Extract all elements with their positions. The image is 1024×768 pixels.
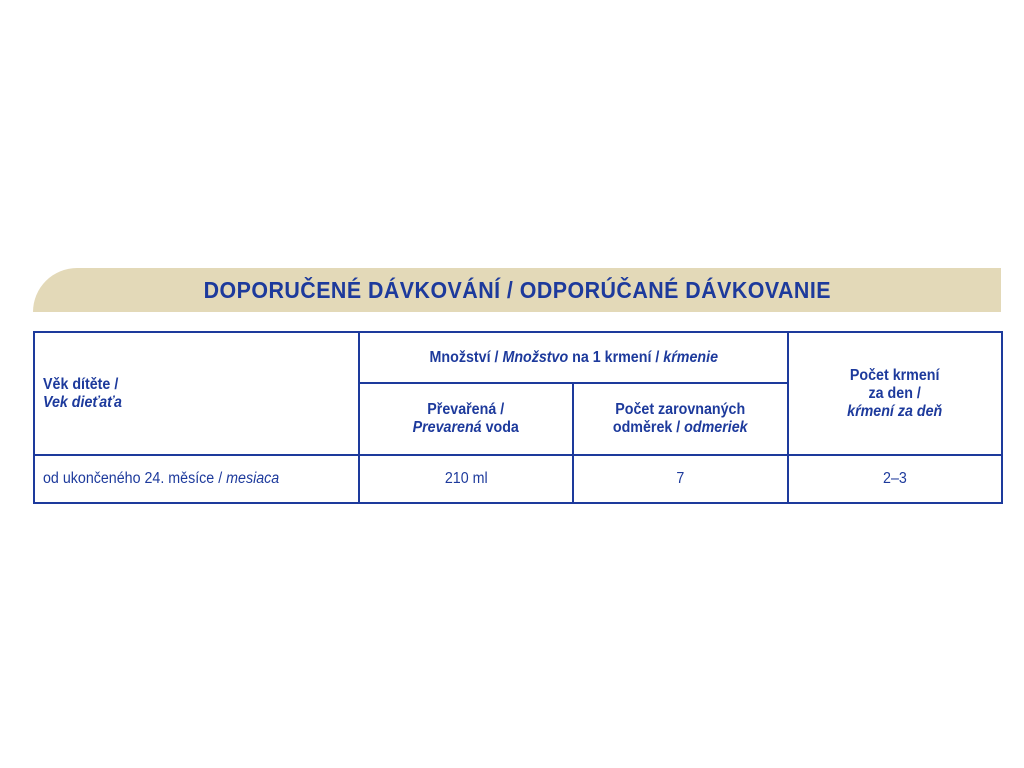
feedings-header-line2: za den /: [868, 384, 922, 402]
feedings-header-sk: kŕmení za deň: [847, 402, 943, 420]
age-header-sk: Vek dieťaťa: [43, 393, 122, 411]
scoops-header-line1: Počet zarovnaných: [615, 401, 746, 418]
age-header-cell: [34, 332, 359, 455]
row-age-cz: od ukončeného 24. měsíce /: [43, 470, 227, 487]
row-age-sk: mesiaca: [226, 470, 280, 487]
row-feedings-value: 2–3: [883, 470, 907, 487]
banner-title: DOPORUČENÉ DÁVKOVÁNÍ / ODPORÚČANÉ DÁVKOVANIE: [203, 276, 831, 303]
feedings-header-line1: Počet krmení: [850, 366, 940, 384]
amount-header-sk: Množstvo: [502, 348, 568, 366]
amount-header-mid: na 1 krmení /: [567, 348, 664, 366]
water-header-sk: Prevarená: [412, 419, 482, 436]
dosage-table: [33, 331, 1003, 504]
amount-header-cell: [359, 332, 788, 383]
water-header-cell: [359, 383, 573, 455]
amount-header-sk2: kŕmenie: [663, 348, 718, 366]
table-row: [34, 455, 1002, 503]
row-water-cell: [359, 455, 573, 503]
dosage-banner: [33, 268, 1001, 312]
row-scoops-value: 7: [676, 470, 685, 487]
water-header-cz: Převařená /: [427, 401, 505, 418]
scoops-header-cz: odměrek /: [613, 419, 685, 436]
amount-header-cz: Množství /: [429, 348, 503, 366]
row-scoops-cell: [573, 455, 788, 503]
scoops-header-cell: [573, 383, 788, 455]
feedings-header-cell: [788, 332, 1002, 455]
water-header-suffix: voda: [481, 419, 520, 436]
age-header-cz: Věk dítěte /: [43, 375, 119, 393]
row-age-cell: [34, 455, 359, 503]
table-header-row: [34, 332, 1002, 383]
row-water-value: 210 ml: [444, 470, 488, 487]
row-feedings-cell: [788, 455, 1002, 503]
scoops-header-sk: odmeriek: [684, 419, 748, 436]
